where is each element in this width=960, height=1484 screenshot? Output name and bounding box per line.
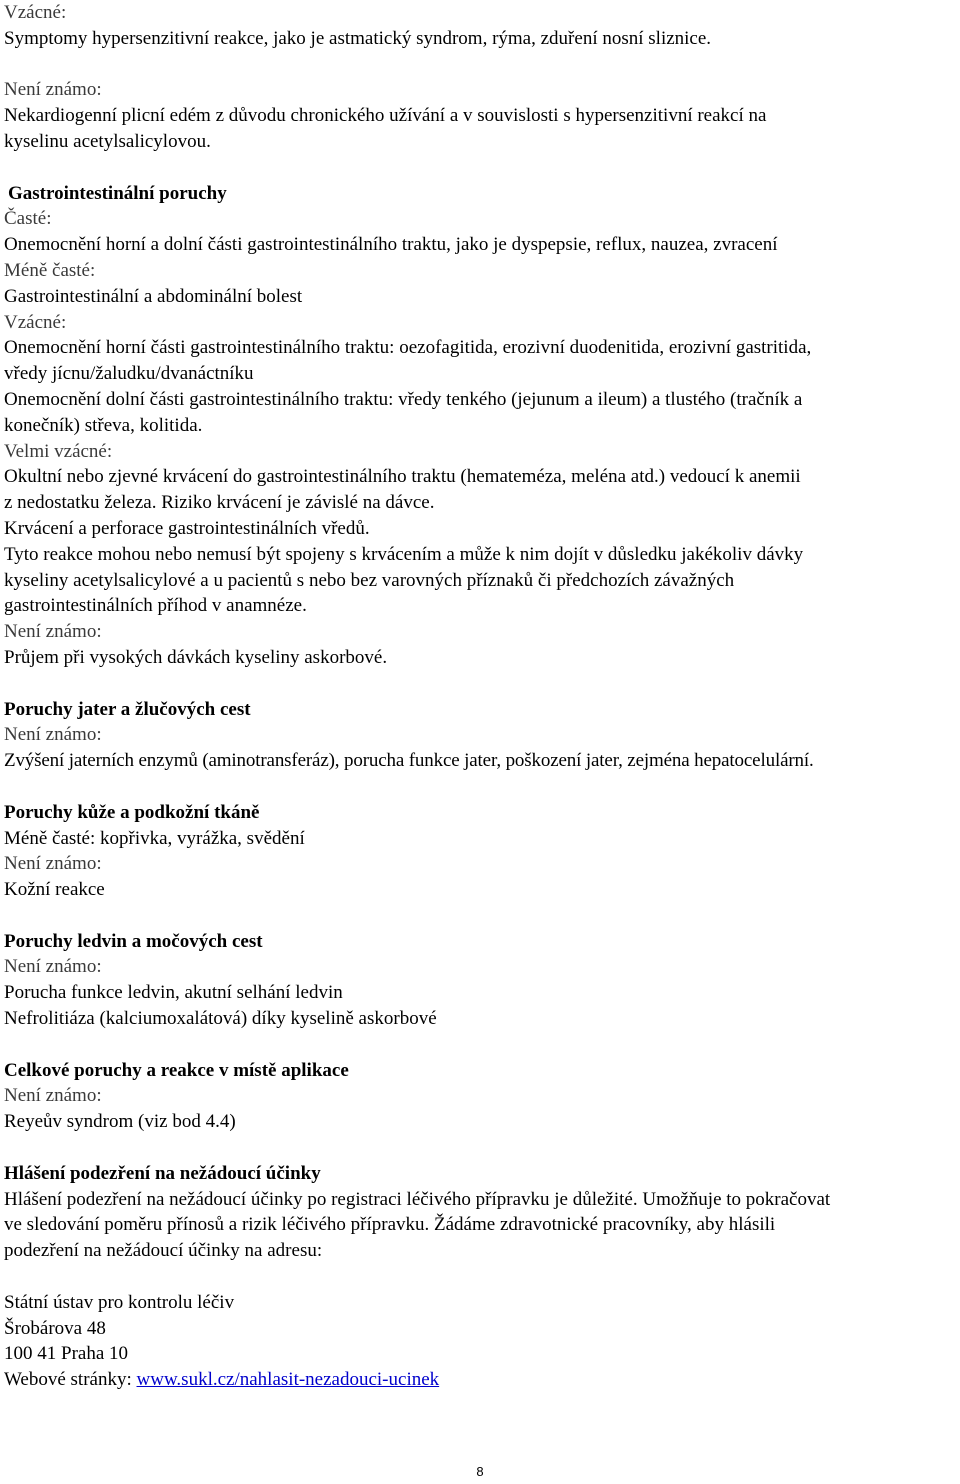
spacer [4, 155, 956, 181]
section-heading: Poruchy jater a žlučových cest [4, 698, 251, 720]
paragraph: Hlášení podezření na nežádoucí účinky po registraci léčivého přípravku je důležité. Umožňuje to pokračovat [4, 1188, 831, 1210]
spacer [4, 1264, 956, 1290]
address-line: Státní ústav pro kontrolu léčiv [4, 1291, 235, 1313]
spacer [4, 1135, 956, 1161]
paragraph: konečník) střeva, kolitida. [4, 414, 203, 436]
paragraph: kyseliny acetylsalicylové a u pacientů s nebo bez varovných příznaků či předchozích závažných [4, 569, 735, 591]
paragraph: Gastrointestinální a abdominální bolest [4, 285, 303, 307]
section-heading: Hlášení podezření na nežádoucí účinky [4, 1162, 321, 1184]
paragraph: kopřivka, vyrážka, svědění [95, 827, 305, 849]
spacer [4, 1032, 956, 1058]
paragraph: Průjem při vysokých dávkách kyseliny askorbové. [4, 646, 388, 668]
paragraph: Porucha funkce ledvin, akutní selhání ledvin [4, 982, 343, 1004]
page-number: 8 [476, 1464, 484, 1479]
paragraph: Onemocnění dolní části gastrointestinálního traktu: vředy tenkého (jejunum a ileum) a tlustého (tračník a [4, 388, 803, 410]
paragraph: Okultní nebo zjevné krvácení do gastrointestinálního traktu (hemateméza, meléna atd.) vedoucí k anemii [4, 466, 801, 488]
paragraph: Tyto reakce mohou nebo nemusí být spojeny s krvácením a může k nim dojít v důsledku jakékoliv dávky [4, 543, 804, 565]
paragraph: z nedostatku železa. Riziko krvácení je závislé na dávce. [4, 492, 435, 514]
frequency-label: Méně časté: [4, 827, 96, 849]
frequency-label: Velmi vzácné: [4, 440, 113, 462]
frequency-label: Vzácné: [4, 311, 67, 333]
section-heading: Celkové poruchy a reakce v místě aplikace [4, 1059, 349, 1081]
paragraph: Symptomy hypersenzitivní reakce, jako je astmatický syndrom, rýma, zduření nosní sliznice. [4, 27, 712, 49]
section-heading: Poruchy kůže a podkožní tkáně [4, 801, 260, 823]
paragraph: gastrointestinálních příhod v anamnéze. [4, 595, 307, 617]
website-line [4, 1367, 956, 1393]
paragraph: Krvácení a perforace gastrointestinálních vředů. [4, 517, 370, 539]
skin-uncommon-line [4, 826, 956, 852]
website-link[interactable]: www.sukl.cz/nahlasit-nezadouci-ucinek [136, 1369, 440, 1391]
website-label: Webové stránky: [4, 1369, 137, 1391]
paragraph: Nefrolitiáza (kalciumoxalátová) díky kyselině askorbové [4, 1008, 437, 1030]
paragraph: Nekardiogenní plicní edém z důvodu chronického užívání a v souvislosti s hypersenzitivní reakcí na [4, 105, 767, 127]
section-heading: Poruchy ledvin a močových cest [4, 930, 263, 952]
paragraph: Kožní reakce [4, 879, 105, 901]
document-body [4, 0, 956, 1393]
paragraph: Reyeův syndrom (viz bod 4.4) [4, 1111, 236, 1133]
spacer [4, 903, 956, 929]
address-line: Šrobárova 48 [4, 1317, 106, 1339]
frequency-label: Není známo: [4, 1085, 102, 1107]
paragraph: podezření na nežádoucí účinky na adresu: [4, 1240, 323, 1262]
section-heading: Gastrointestinální poruchy [8, 182, 227, 204]
frequency-label: Časté: [4, 208, 52, 230]
paragraph: Onemocnění horní a dolní části gastrointestinálního traktu, jako je dyspepsie, reflux, nauzea, zvracení [4, 234, 778, 256]
frequency-label: Není známo: [4, 79, 102, 101]
paragraph: ve sledování poměru přínosů a rizik léčivého přípravku. Žádáme zdravotnické pracovníky, aby hlásili [4, 1214, 776, 1236]
frequency-label: Vzácné: [4, 2, 67, 23]
frequency-label: Není známo: [4, 956, 102, 978]
paragraph: Onemocnění horní části gastrointestinálního traktu: oezofagitida, erozivní duodenitida, erozivní gastritida, [4, 337, 812, 359]
paragraph: vředy jícnu/žaludku/dvanáctníku [4, 363, 254, 385]
address-line: 100 41 Praha 10 [4, 1343, 129, 1365]
paragraph: kyselinu acetylsalicylovou. [4, 130, 211, 152]
spacer [4, 774, 956, 800]
frequency-label: Není známo: [4, 853, 102, 875]
frequency-label: Není známo: [4, 621, 102, 643]
frequency-label: Není známo: [4, 724, 102, 746]
paragraph: Zvýšení jaterních enzymů (aminotransferáz), porucha funkce jater, poškození jater, zejména hepatocelulární. [4, 750, 814, 772]
spacer [4, 52, 956, 78]
spacer [4, 671, 956, 697]
frequency-label: Méně časté: [4, 259, 96, 281]
